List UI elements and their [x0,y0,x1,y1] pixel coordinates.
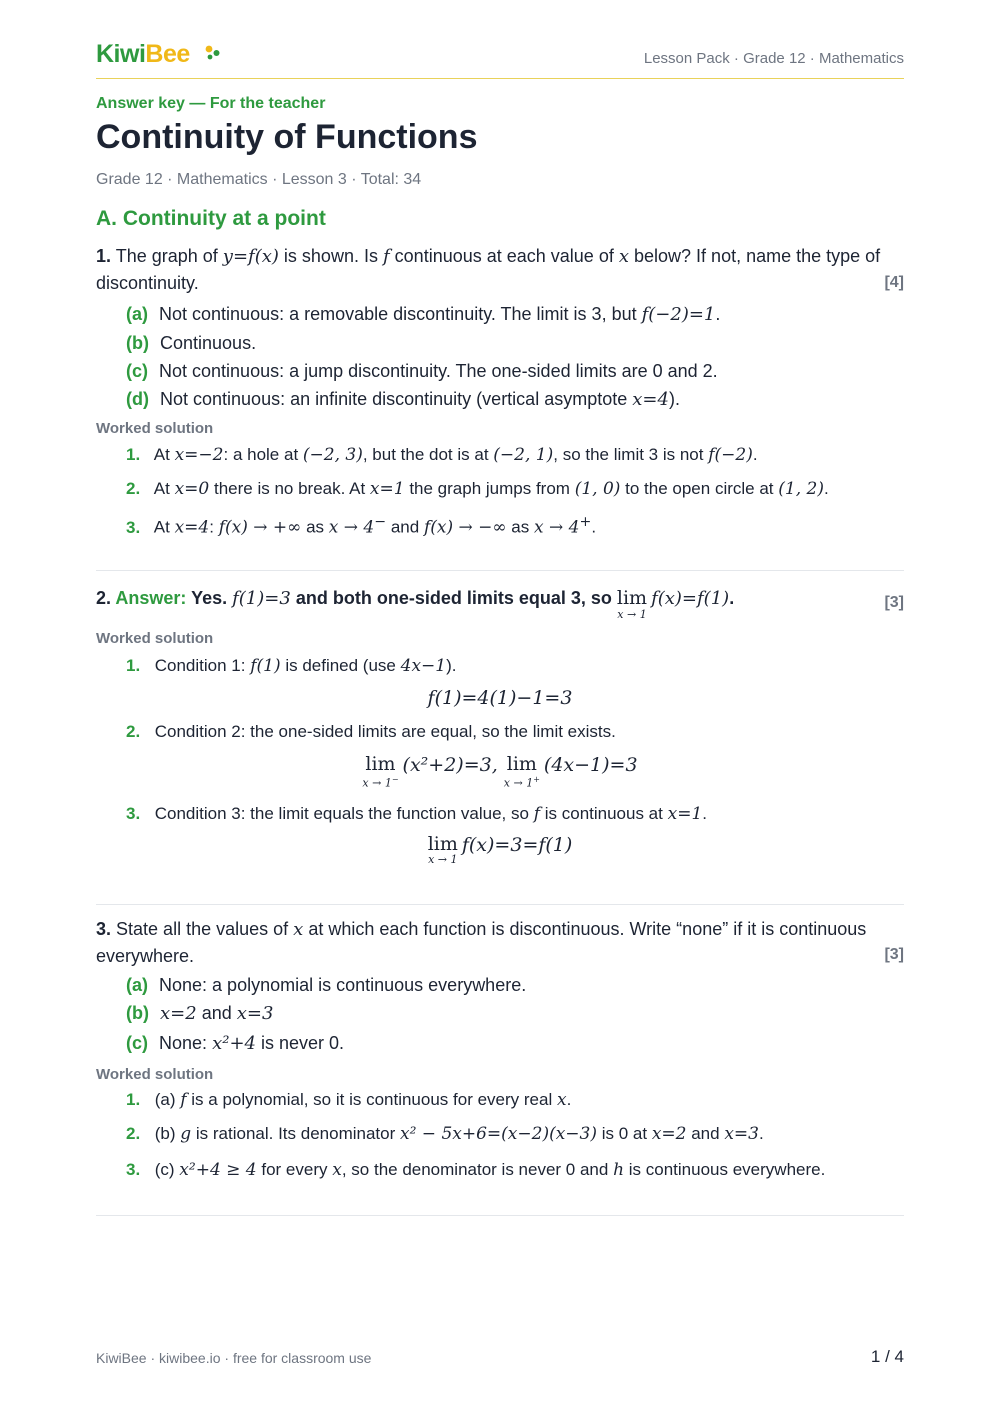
section-a-title: A. Continuity at a point [96,207,326,230]
logo-dots-icon [204,44,222,62]
divider-1 [96,570,904,571]
display-equation-2: lim x → 1− (x²+2)=3, lim x → 1+ (4x−1)=3 [362,753,638,790]
question-1-part-d: (d) Not continuous: an infinite discontinuity (vertical asymptote x=4). [126,389,680,410]
breadcrumb: Lesson Pack · Grade 12 · Mathematics [643,50,904,67]
question-3-part-a: (a) None: a polynomial is continuous everywhere. [126,975,527,995]
question-2-step-1: 1. Condition 1: f(1) is defined (use 4x−1). [126,656,457,676]
question-3-part-b: (b) x=2 and x=3 [126,1003,274,1024]
question-1-part-a: (a) Not continuous: a removable discontinuity. The limit is 3, but f(−2)=1. [126,304,721,325]
question-2-worked-label: Worked solution [96,630,214,647]
display-equation-3: lim x → 1 f(x)=3=f(1) [427,833,573,866]
kiwibee-logo: KiwiBee [96,40,190,68]
question-3-worked-label: Worked solution [96,1066,214,1083]
question-1-part-c: (c) Not continuous: a jump discontinuity. The one-sided limits are 0 and 2. [126,361,718,381]
question-1-step-3: 3. At x=4: f(x) → +∞ as x → 4− and f(x) → −∞ as x → 4+. [126,514,597,538]
question-3-part-c: (c) None: x²+4 is never 0. [126,1033,345,1054]
answer-label: Answer: [115,588,187,608]
question-3-step-3: 3. (c) x²+4 ≥ 4 for every x, so the denominator is never 0 and h is continuous everywhere. [126,1160,826,1180]
question-3-text: 3. State all the values of x at which each function is discontinuous. Write “none” if it is continuous everywhere. [96,919,867,966]
question-3-marks: [3] [884,946,904,963]
question-3-step-1: 1. (a) f is a polynomial, so it is continuous for every real x. [126,1090,572,1110]
answer-key-kicker: Answer key — For the teacher [96,95,326,112]
worksheet-page [96,0,904,1413]
question-2-answer: 2. Answer: Yes. f(1)=3 and both one-sided limits equal 3, so lim x → 1 f(x)=f(1). [96,587,735,621]
question-1-text: 1. The graph of y=f(x) is shown. Is f continuous at each value of x below? If not, name the type of discontinuity. [96,246,881,293]
question-1-marks: [4] [884,274,904,291]
left-limit-operator: lim x → 1− [362,753,399,790]
right-limit-operator: lim x → 1+ [503,753,540,790]
question-1-step-1: 1. At x=−2: a hole at (−2, 3), but the dot is at (−2, 1), so the limit 3 is not f(−2). [126,445,758,465]
divider-2 [96,904,904,905]
page-header [96,38,904,79]
lesson-meta: Grade 12 · Mathematics · Lesson 3 · Total: 34 [96,171,422,188]
question-2-step-2: 2. Condition 2: the one-sided limits are equal, so the limit exists. [126,722,616,741]
page-title: Continuity of Functions [96,118,478,156]
question-2-step-3: 3. Condition 3: the limit equals the function value, so f is continuous at x=1. [126,804,707,824]
question-1-step-2: 2. At x=0 there is no break. At x=1 the graph jumps from (1, 0) to the open circle at (1, 2). [126,479,829,499]
limit-operator: lim x → 1 [427,833,458,866]
display-equation-1: f(1)=4(1)−1=3 [427,687,573,709]
page-number: 1 / 4 [870,1347,904,1366]
divider-3 [96,1215,904,1216]
question-2-marks: [3] [884,594,904,611]
question-1-worked-label: Worked solution [96,420,214,437]
footer-credit: KiwiBee · kiwibee.io · free for classroom use [96,1350,372,1366]
limit-operator: lim x → 1 [616,587,648,621]
question-1-part-b: (b) Continuous. [126,333,257,353]
question-3-step-2: 2. (b) g is rational. Its denominator x² − 5x+6=(x−2)(x−3) is 0 at x=2 and x=3. [126,1124,764,1144]
